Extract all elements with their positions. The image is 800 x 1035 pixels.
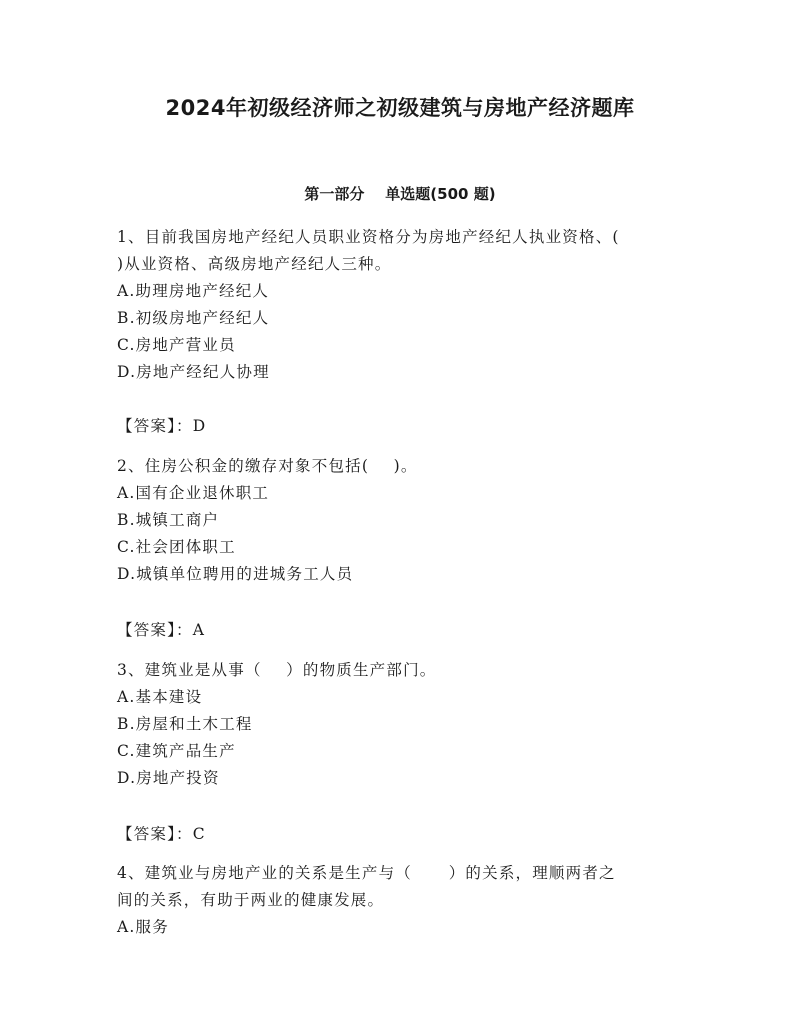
option-d: D.城镇单位聘用的进城务工人员 [117, 565, 354, 583]
question-2 [117, 453, 687, 588]
question-1 [117, 224, 687, 386]
question-stem-line: 4、建筑业与房地产业的关系是生产与（ ）的关系，理顺两者之 [117, 864, 616, 882]
option-b: B.初级房地产经纪人 [117, 309, 270, 327]
document-title: 2024年初级经济师之初级建筑与房地产经济题库 [165, 96, 635, 120]
question-4 [117, 860, 687, 941]
question-stem-line: 2、住房公积金的缴存对象不包括( )。 [117, 457, 418, 475]
question-3 [117, 657, 687, 792]
option-c: C.房地产营业员 [117, 336, 236, 354]
option-d: D.房地产投资 [117, 769, 220, 787]
section-title: 第一部分 单选题(500 题) [304, 185, 496, 203]
option-a: A.助理房地产经纪人 [117, 282, 270, 300]
answer-1: 【答案】：D [117, 417, 207, 435]
option-a: A.服务 [117, 918, 169, 936]
option-d: D.房地产经纪人协理 [117, 363, 270, 381]
option-c: C.建筑产品生产 [117, 742, 236, 760]
question-stem-line: 间的关系，有助于两业的健康发展。 [117, 891, 385, 909]
question-stem-line: )从业资格、高级房地产经纪人三种。 [117, 255, 392, 273]
question-stem-line: 1、目前我国房地产经纪人员职业资格分为房地产经纪人执业资格、( [117, 228, 620, 246]
option-a: A.国有企业退休职工 [117, 484, 270, 502]
question-stem-line: 3、建筑业是从事（ ）的物质生产部门。 [117, 661, 437, 679]
option-c: C.社会团体职工 [117, 538, 236, 556]
answer-2: 【答案】：A [117, 621, 206, 639]
option-a: A.基本建设 [117, 688, 203, 706]
answer-3: 【答案】：C [117, 825, 206, 843]
option-b: B.城镇工商户 [117, 511, 220, 529]
option-b: B.房屋和土木工程 [117, 715, 253, 733]
